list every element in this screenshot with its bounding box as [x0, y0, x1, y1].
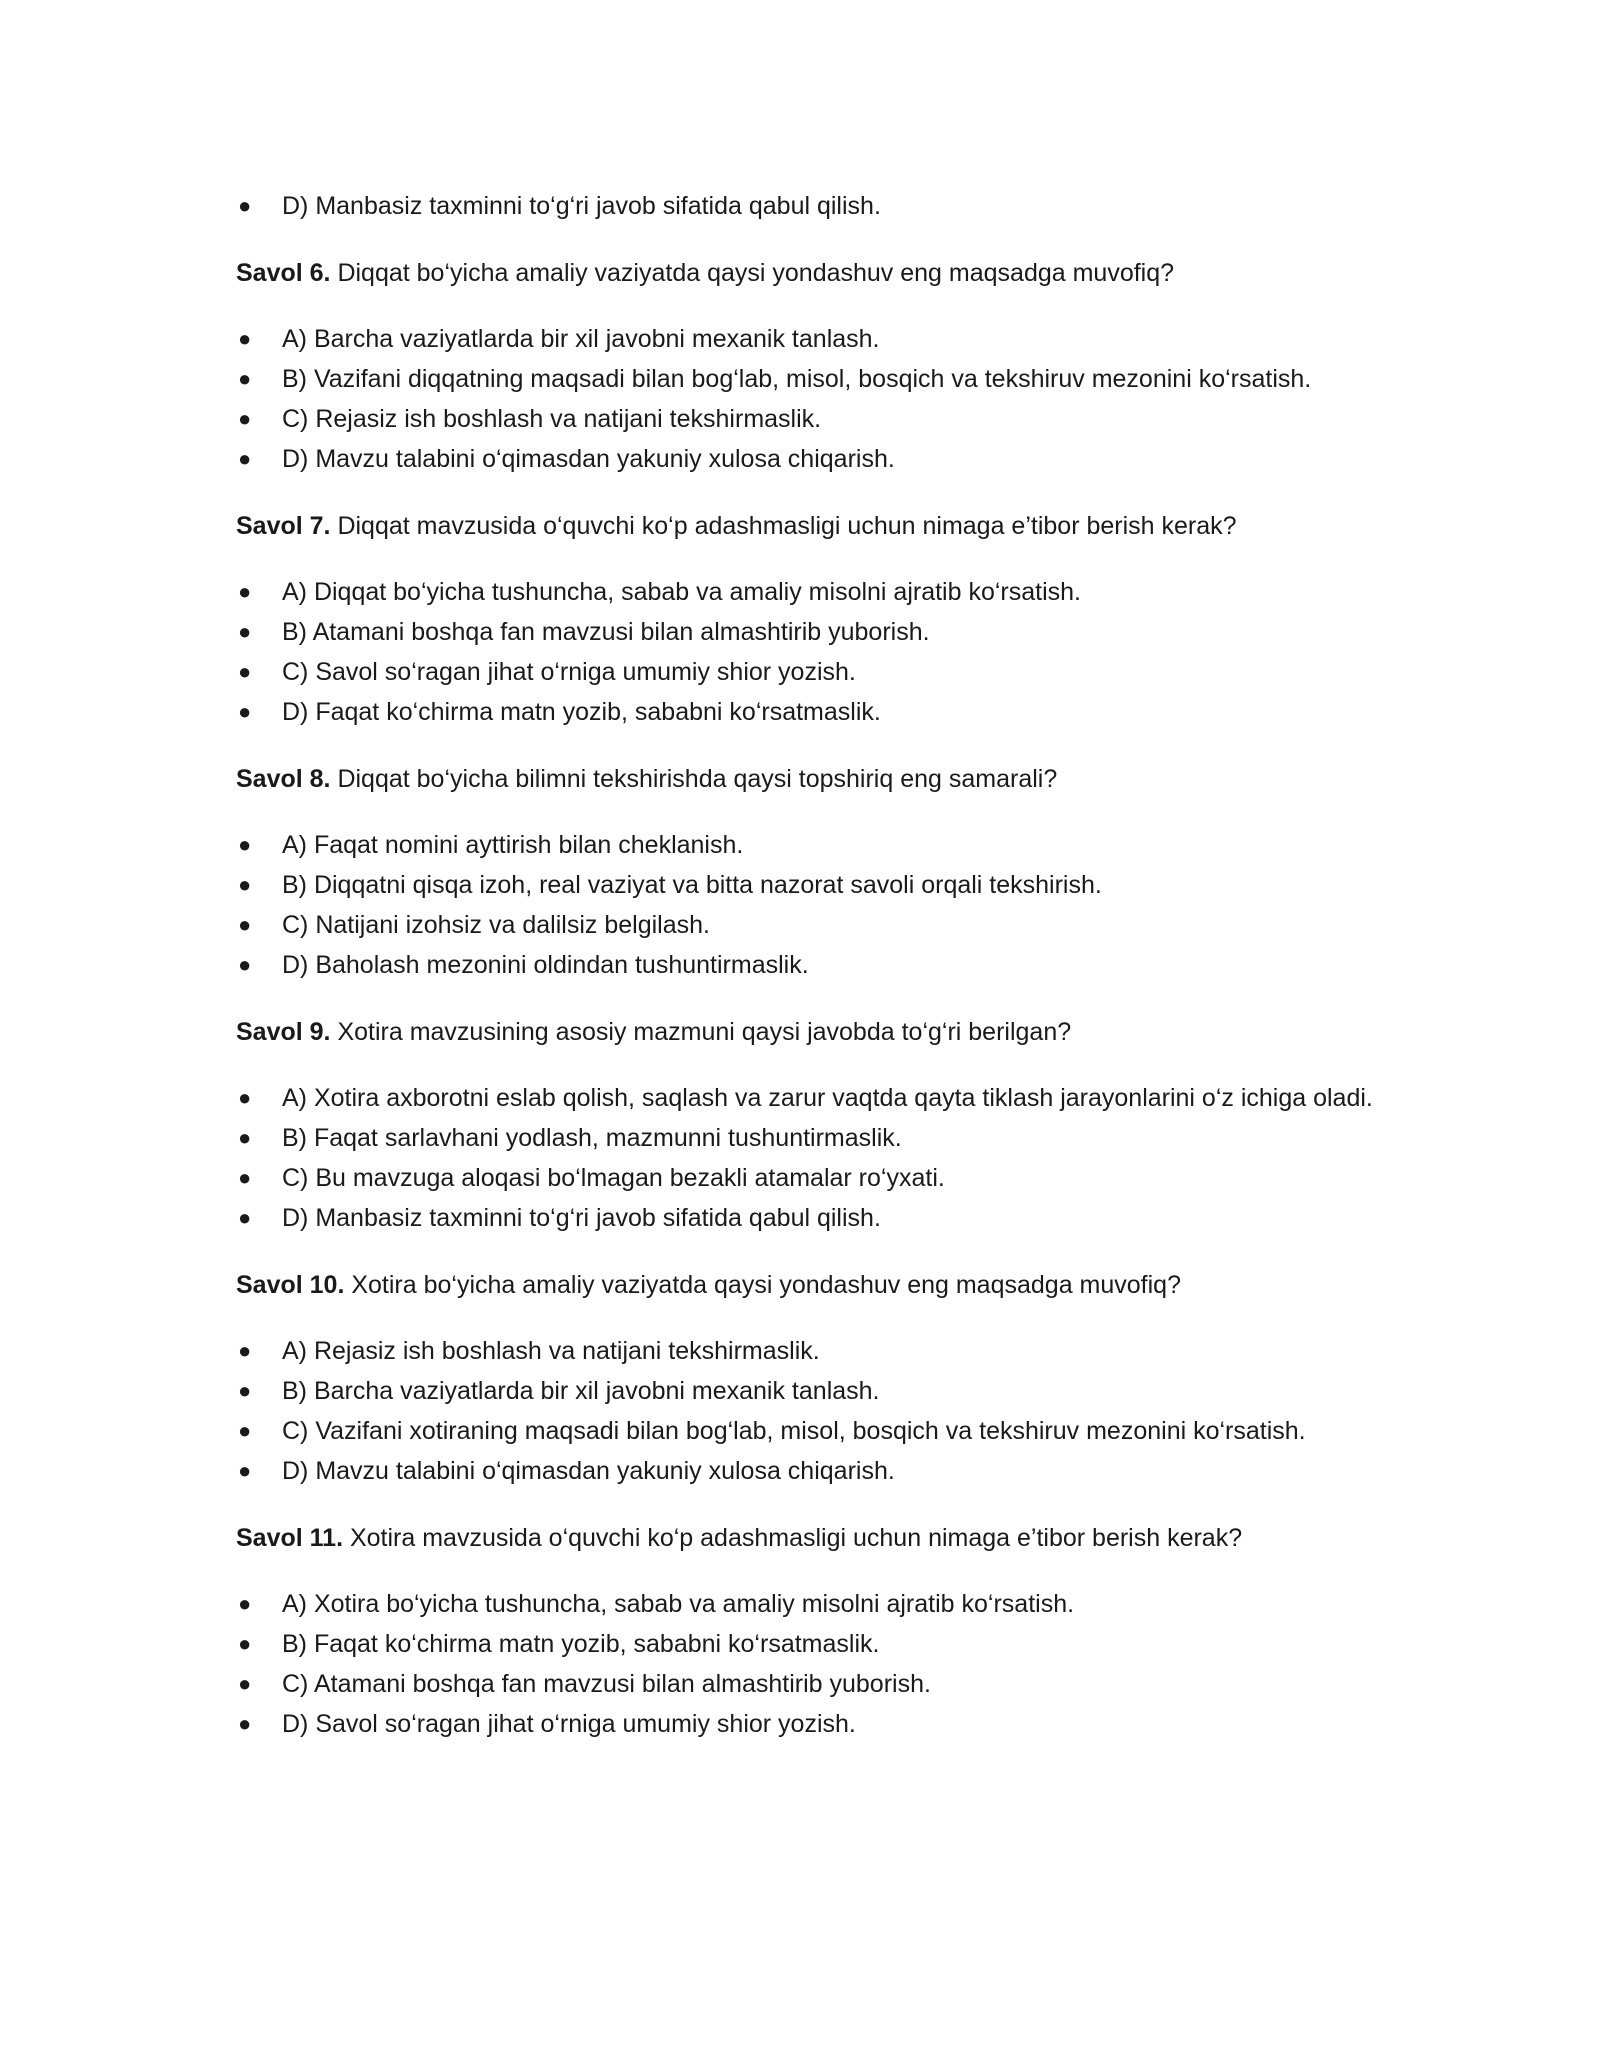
question-label: Savol 7. — [236, 512, 331, 540]
bullet-icon: ● — [238, 699, 252, 724]
bullet-icon: ● — [238, 579, 252, 604]
option-list — [236, 319, 1376, 479]
question-11 — [236, 1518, 1376, 1558]
option-text: D) Faqat ko‘chirma matn yozib, sababni ko‘rsatmaslik. — [282, 698, 881, 726]
question-8 — [236, 759, 1376, 799]
list-item — [236, 1704, 1376, 1744]
bullet-icon: ● — [238, 326, 252, 351]
question-label: Savol 6. — [236, 259, 331, 287]
list-item — [236, 612, 1376, 652]
bullet-icon: ● — [238, 1671, 252, 1696]
option-text: C) Natijani izohsiz va dalilsiz belgilash. — [282, 911, 710, 939]
list-item — [236, 1078, 1376, 1118]
question-text: Diqqat bo‘yicha bilimni tekshirishda qaysi topshiriq eng samarali? — [330, 765, 1058, 793]
option-text: B) Faqat sarlavhani yodlash, mazmunni tushuntirmaslik. — [282, 1124, 902, 1152]
option-list — [236, 1078, 1376, 1238]
bullet-icon: ● — [238, 1418, 252, 1443]
page-content — [236, 186, 1376, 1744]
option-text: B) Diqqatni qisqa izoh, real vaziyat va bitta nazorat savoli orqali tekshirish. — [282, 871, 1102, 899]
bullet-icon: ● — [238, 1711, 252, 1736]
list-item — [236, 399, 1376, 439]
list-item — [236, 1198, 1376, 1238]
bullet-icon: ● — [238, 193, 252, 218]
list-item — [236, 1411, 1376, 1451]
option-list — [236, 1331, 1376, 1491]
option-list — [236, 186, 1376, 226]
option-text: C) Savol so‘ragan jihat o‘rniga umumiy shior yozish. — [282, 658, 856, 686]
option-text: B) Barcha vaziyatlarda bir xil javobni mexanik tanlash. — [282, 1377, 880, 1405]
option-list — [236, 572, 1376, 732]
bullet-icon: ● — [238, 952, 252, 977]
option-text: D) Mavzu talabini o‘qimasdan yakuniy xulosa chiqarish. — [282, 1457, 895, 1485]
option-text: B) Faqat ko‘chirma matn yozib, sababni ko‘rsatmaslik. — [282, 1630, 880, 1658]
bullet-icon: ● — [238, 1085, 252, 1110]
question-text: Xotira mavzusida o‘quvchi ko‘p adashmasligi uchun nimaga e’tibor berish kerak? — [343, 1524, 1243, 1552]
list-item — [236, 865, 1376, 905]
list-item — [236, 825, 1376, 865]
option-text: D) Manbasiz taxminni to‘g‘ri javob sifatida qabul qilish. — [282, 192, 881, 220]
list-item — [236, 1158, 1376, 1198]
bullet-icon: ● — [238, 1458, 252, 1483]
option-text: C) Rejasiz ish boshlash va natijani tekshirmaslik. — [282, 405, 822, 433]
bullet-icon: ● — [238, 912, 252, 937]
list-item — [236, 572, 1376, 612]
bullet-icon: ● — [238, 1378, 252, 1403]
list-item — [236, 359, 1376, 399]
bullet-icon: ● — [238, 1631, 252, 1656]
list-item — [236, 905, 1376, 945]
bullet-icon: ● — [238, 1205, 252, 1230]
question-label: Savol 11. — [236, 1524, 344, 1552]
option-text: D) Savol so‘ragan jihat o‘rniga umumiy shior yozish. — [282, 1710, 856, 1738]
option-text: A) Faqat nomini ayttirish bilan cheklanish. — [282, 831, 744, 859]
question-9 — [236, 1012, 1376, 1052]
bullet-icon: ● — [238, 366, 252, 391]
list-item — [236, 1624, 1376, 1664]
option-text: C) Bu mavzuga aloqasi bo‘lmagan bezakli atamalar ro‘yxati. — [282, 1164, 945, 1192]
list-item — [236, 439, 1376, 479]
option-text: A) Diqqat bo‘yicha tushuncha, sabab va amaliy misolni ajratib ko‘rsatish. — [282, 578, 1081, 606]
question-label: Savol 8. — [236, 765, 331, 793]
bullet-icon: ● — [238, 1591, 252, 1616]
list-item — [236, 1118, 1376, 1158]
question-label: Savol 9. — [236, 1018, 331, 1046]
list-item — [236, 1451, 1376, 1491]
list-item — [236, 186, 1376, 226]
option-text: A) Xotira bo‘yicha tushuncha, sabab va amaliy misolni ajratib ko‘rsatish. — [282, 1590, 1075, 1618]
list-item — [236, 1331, 1376, 1371]
bullet-icon: ● — [238, 659, 252, 684]
question-text: Xotira mavzusining asosiy mazmuni qaysi javobda to‘g‘ri berilgan? — [330, 1018, 1072, 1046]
bullet-icon: ● — [238, 832, 252, 857]
question-label: Savol 10. — [236, 1271, 345, 1299]
option-text: A) Rejasiz ish boshlash va natijani tekshirmaslik. — [282, 1337, 820, 1365]
bullet-icon: ● — [238, 1165, 252, 1190]
bullet-icon: ● — [238, 1338, 252, 1363]
option-text: C) Atamani boshqa fan mavzusi bilan almashtirib yuborish. — [282, 1670, 931, 1698]
question-6 — [236, 253, 1376, 293]
question-text: Diqqat bo‘yicha amaliy vaziyatda qaysi yondashuv eng maqsadga muvofiq? — [330, 259, 1175, 287]
option-text: B) Vazifani diqqatning maqsadi bilan bog‘lab, misol, bosqich va tekshiruv mezonini ko‘rsatish. — [282, 365, 1312, 393]
option-text: A) Xotira axborotni eslab qolish, saqlash va zarur vaqtda qayta tiklash jarayonlarini o‘z ichiga oladi. — [282, 1084, 1373, 1112]
option-text: A) Barcha vaziyatlarda bir xil javobni mexanik tanlash. — [282, 325, 880, 353]
option-text: B) Atamani boshqa fan mavzusi bilan almashtirib yuborish. — [282, 618, 930, 646]
option-list — [236, 825, 1376, 985]
list-item — [236, 1371, 1376, 1411]
bullet-icon: ● — [238, 872, 252, 897]
option-text: D) Manbasiz taxminni to‘g‘ri javob sifatida qabul qilish. — [282, 1204, 881, 1232]
bullet-icon: ● — [238, 1125, 252, 1150]
option-list — [236, 1584, 1376, 1744]
bullet-icon: ● — [238, 446, 252, 471]
question-text: Xotira bo‘yicha amaliy vaziyatda qaysi yondashuv eng maqsadga muvofiq? — [344, 1271, 1181, 1299]
list-item — [236, 945, 1376, 985]
question-text: Diqqat mavzusida o‘quvchi ko‘p adashmasligi uchun nimaga e’tibor berish kerak? — [330, 512, 1237, 540]
list-item — [236, 1584, 1376, 1624]
question-7 — [236, 506, 1376, 546]
bullet-icon: ● — [238, 406, 252, 431]
list-item — [236, 1664, 1376, 1704]
option-text: C) Vazifani xotiraning maqsadi bilan bog‘lab, misol, bosqich va tekshiruv mezonini ko‘rsatish. — [282, 1417, 1306, 1445]
bullet-icon: ● — [238, 619, 252, 644]
list-item — [236, 692, 1376, 732]
question-10 — [236, 1265, 1376, 1305]
option-text: D) Baholash mezonini oldindan tushuntirmaslik. — [282, 951, 809, 979]
list-item — [236, 319, 1376, 359]
list-item — [236, 652, 1376, 692]
option-text: D) Mavzu talabini o‘qimasdan yakuniy xulosa chiqarish. — [282, 445, 895, 473]
